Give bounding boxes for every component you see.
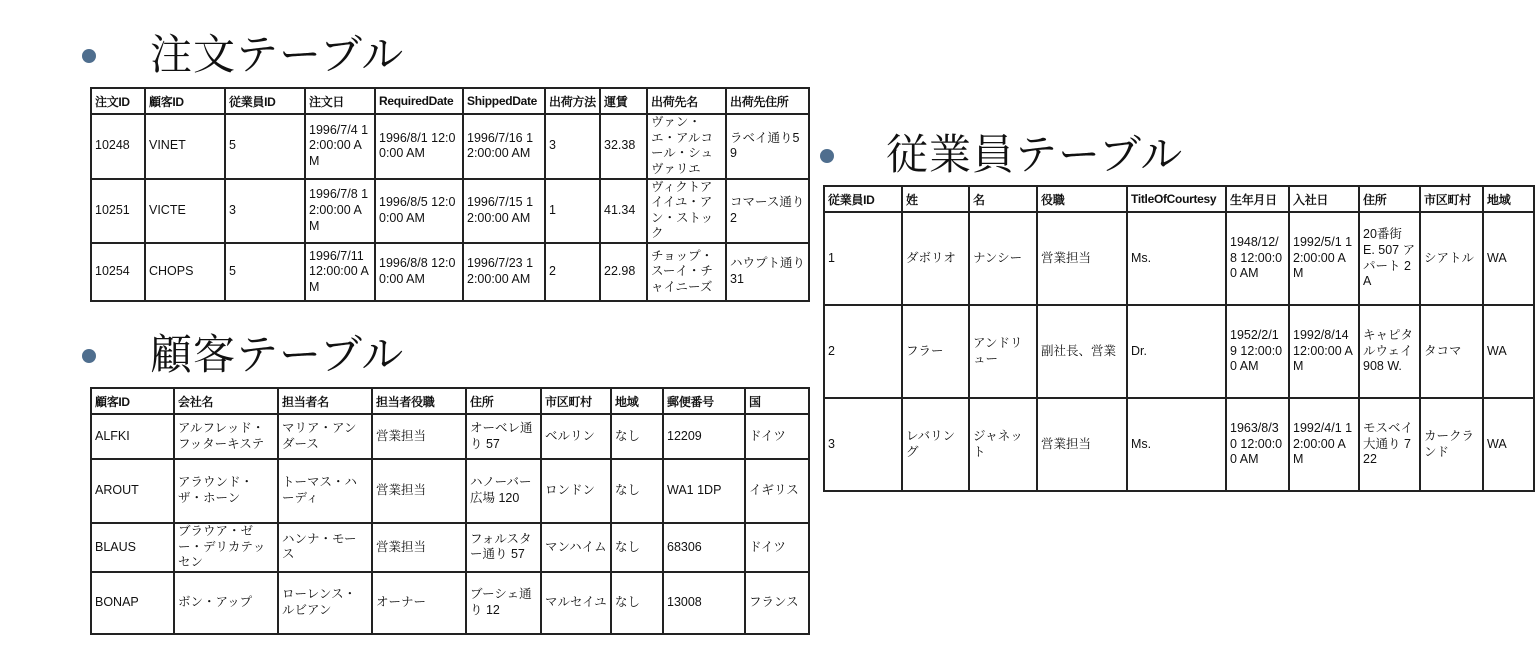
table-cell: 20番街 E. 507 アパート 2A: [1359, 212, 1420, 305]
column-header: RequiredDate: [375, 88, 463, 114]
table-cell: 1996/7/8 12:00:00 AM: [305, 179, 375, 244]
table-cell: ハウプト通り31: [726, 243, 809, 301]
table-cell: 1996/7/23 12:00:00 AM: [463, 243, 545, 301]
table-cell: イギリス: [745, 459, 809, 523]
table-cell: AROUT: [91, 459, 174, 523]
table-row: [91, 459, 809, 523]
table-cell: 2: [545, 243, 600, 301]
bullet-icon: [82, 49, 96, 63]
column-header: 国: [745, 388, 809, 414]
table-cell: CHOPS: [145, 243, 225, 301]
table-cell: アラウンド・ザ・ホーン: [174, 459, 278, 523]
column-header: 注文ID: [91, 88, 145, 114]
column-header: 従業員ID: [824, 186, 902, 212]
column-header: 出荷先名: [647, 88, 726, 114]
table-row: [824, 398, 1534, 491]
table-cell: シアトル: [1420, 212, 1483, 305]
table-cell: ブラウア・ゼー・デリカテッセン: [174, 523, 278, 572]
table-cell: 営業担当: [372, 523, 466, 572]
column-header: 市区町村: [541, 388, 611, 414]
bullet-icon: [82, 349, 96, 363]
table-cell: レバリング: [902, 398, 969, 491]
table-cell: ボン・アップ: [174, 572, 278, 634]
table-cell: 1992/8/14 12:00:00 AM: [1289, 305, 1359, 398]
table-cell: WA1 1DP: [663, 459, 745, 523]
orders-title: 注文テーブル: [150, 30, 405, 79]
table-cell: 3: [225, 179, 305, 244]
table-cell: フラー: [902, 305, 969, 398]
employees-title: 従業員テーブル: [886, 130, 1184, 179]
table-cell: 1996/7/16 12:00:00 AM: [463, 114, 545, 179]
table-cell: 41.34: [600, 179, 647, 244]
table-row: [824, 305, 1534, 398]
table-cell: フランス: [745, 572, 809, 634]
table-cell: 10254: [91, 243, 145, 301]
table-cell: フォルスター通り 57: [466, 523, 541, 572]
column-header: 注文日: [305, 88, 375, 114]
column-header: 出荷方法: [545, 88, 600, 114]
table-cell: 副社長、営業: [1037, 305, 1127, 398]
table-cell: キャピタルウェイ 908 W.: [1359, 305, 1420, 398]
table-cell: BLAUS: [91, 523, 174, 572]
table-cell: マルセイユ: [541, 572, 611, 634]
column-header: 地域: [611, 388, 663, 414]
table-cell: 1992/5/1 12:00:00 AM: [1289, 212, 1359, 305]
table-cell: WA: [1483, 305, 1534, 398]
table-cell: 1952/2/19 12:00:00 AM: [1226, 305, 1289, 398]
table-cell: ハノーバー広場 120: [466, 459, 541, 523]
table-row: [91, 179, 809, 244]
table-cell: ラベイ通り59: [726, 114, 809, 179]
table-row: [91, 572, 809, 634]
column-header: 住所: [466, 388, 541, 414]
table-cell: マリア・アンダース: [278, 414, 372, 459]
table-cell: ハンナ・モース: [278, 523, 372, 572]
column-header: 出荷先住所: [726, 88, 809, 114]
column-header: 姓: [902, 186, 969, 212]
column-header: 会社名: [174, 388, 278, 414]
table-cell: カークランド: [1420, 398, 1483, 491]
table-cell: ローレンス・ルビアン: [278, 572, 372, 634]
table-cell: Ms.: [1127, 398, 1226, 491]
table-cell: 12209: [663, 414, 745, 459]
table-cell: 22.98: [600, 243, 647, 301]
table-cell: ヴィクトアイイユ・アン・ストック: [647, 179, 726, 244]
table-cell: ブーシェ通り 12: [466, 572, 541, 634]
table-cell: 1: [824, 212, 902, 305]
column-header: 住所: [1359, 186, 1420, 212]
table-cell: チョップ・スーイ・チャイニーズ: [647, 243, 726, 301]
table-cell: 1996/8/5 12:00:00 AM: [375, 179, 463, 244]
customers-table: [90, 387, 810, 635]
column-header: 役職: [1037, 186, 1127, 212]
table-row: [91, 523, 809, 572]
table-cell: 1996/7/15 12:00:00 AM: [463, 179, 545, 244]
table-cell: アルフレッド・フッターキステ: [174, 414, 278, 459]
table-cell: ダボリオ: [902, 212, 969, 305]
table-cell: オーベレ通り 57: [466, 414, 541, 459]
column-header: ShippedDate: [463, 88, 545, 114]
table-cell: トーマス・ハーディ: [278, 459, 372, 523]
table-row: [824, 212, 1534, 305]
table-cell: 5: [225, 114, 305, 179]
table-cell: 1992/4/1 12:00:00 AM: [1289, 398, 1359, 491]
table-cell: 3: [545, 114, 600, 179]
table-cell: BONAP: [91, 572, 174, 634]
table-cell: アンドリュー: [969, 305, 1037, 398]
table-cell: 1: [545, 179, 600, 244]
table-header-row: [824, 186, 1534, 212]
table-cell: 1948/12/8 12:00:00 AM: [1226, 212, 1289, 305]
table-row: [91, 114, 809, 179]
orders-table: [90, 87, 810, 302]
table-cell: ALFKI: [91, 414, 174, 459]
table-cell: コマース通り2: [726, 179, 809, 244]
table-cell: VINET: [145, 114, 225, 179]
table-cell: なし: [611, 414, 663, 459]
table-cell: 5: [225, 243, 305, 301]
table-cell: ジャネット: [969, 398, 1037, 491]
column-header: TitleOfCourtesy: [1127, 186, 1226, 212]
table-header-row: [91, 388, 809, 414]
table-cell: 68306: [663, 523, 745, 572]
table-cell: なし: [611, 523, 663, 572]
column-header: 担当者名: [278, 388, 372, 414]
table-cell: 2: [824, 305, 902, 398]
bullet-icon: [820, 149, 834, 163]
column-header: 名: [969, 186, 1037, 212]
table-cell: 13008: [663, 572, 745, 634]
table-cell: 1963/8/30 12:00:00 AM: [1226, 398, 1289, 491]
table-cell: Dr.: [1127, 305, 1226, 398]
table-cell: 10251: [91, 179, 145, 244]
customers-title: 顧客テーブル: [150, 330, 405, 379]
table-cell: 営業担当: [1037, 398, 1127, 491]
table-cell: 3: [824, 398, 902, 491]
table-cell: WA: [1483, 212, 1534, 305]
column-header: 市区町村: [1420, 186, 1483, 212]
table-header-row: [91, 88, 809, 114]
column-header: 運賃: [600, 88, 647, 114]
column-header: 顧客ID: [145, 88, 225, 114]
table-cell: ベルリン: [541, 414, 611, 459]
table-cell: オーナー: [372, 572, 466, 634]
column-header: 地域: [1483, 186, 1534, 212]
table-cell: 営業担当: [1037, 212, 1127, 305]
table-cell: 32.38: [600, 114, 647, 179]
table-cell: ヴァン・エ・アルコール・シュヴァリエ: [647, 114, 726, 179]
table-cell: WA: [1483, 398, 1534, 491]
table-cell: なし: [611, 459, 663, 523]
table-cell: VICTE: [145, 179, 225, 244]
employees-table: [823, 185, 1535, 492]
table-cell: タコマ: [1420, 305, 1483, 398]
column-header: 入社日: [1289, 186, 1359, 212]
table-cell: ドイツ: [745, 523, 809, 572]
table-cell: なし: [611, 572, 663, 634]
table-cell: 10248: [91, 114, 145, 179]
column-header: 郵便番号: [663, 388, 745, 414]
column-header: 顧客ID: [91, 388, 174, 414]
table-cell: 営業担当: [372, 414, 466, 459]
table-cell: 営業担当: [372, 459, 466, 523]
table-cell: 1996/8/8 12:00:00 AM: [375, 243, 463, 301]
table-cell: 1996/8/1 12:00:00 AM: [375, 114, 463, 179]
table-cell: 1996/7/11 12:00:00 AM: [305, 243, 375, 301]
table-cell: マンハイム: [541, 523, 611, 572]
table-cell: Ms.: [1127, 212, 1226, 305]
table-cell: ナンシー: [969, 212, 1037, 305]
column-header: 担当者役職: [372, 388, 466, 414]
table-cell: ロンドン: [541, 459, 611, 523]
table-row: [91, 243, 809, 301]
column-header: 従業員ID: [225, 88, 305, 114]
table-cell: ドイツ: [745, 414, 809, 459]
table-cell: 1996/7/4 12:00:00 AM: [305, 114, 375, 179]
table-cell: モスベイ大通り 722: [1359, 398, 1420, 491]
table-row: [91, 414, 809, 459]
column-header: 生年月日: [1226, 186, 1289, 212]
